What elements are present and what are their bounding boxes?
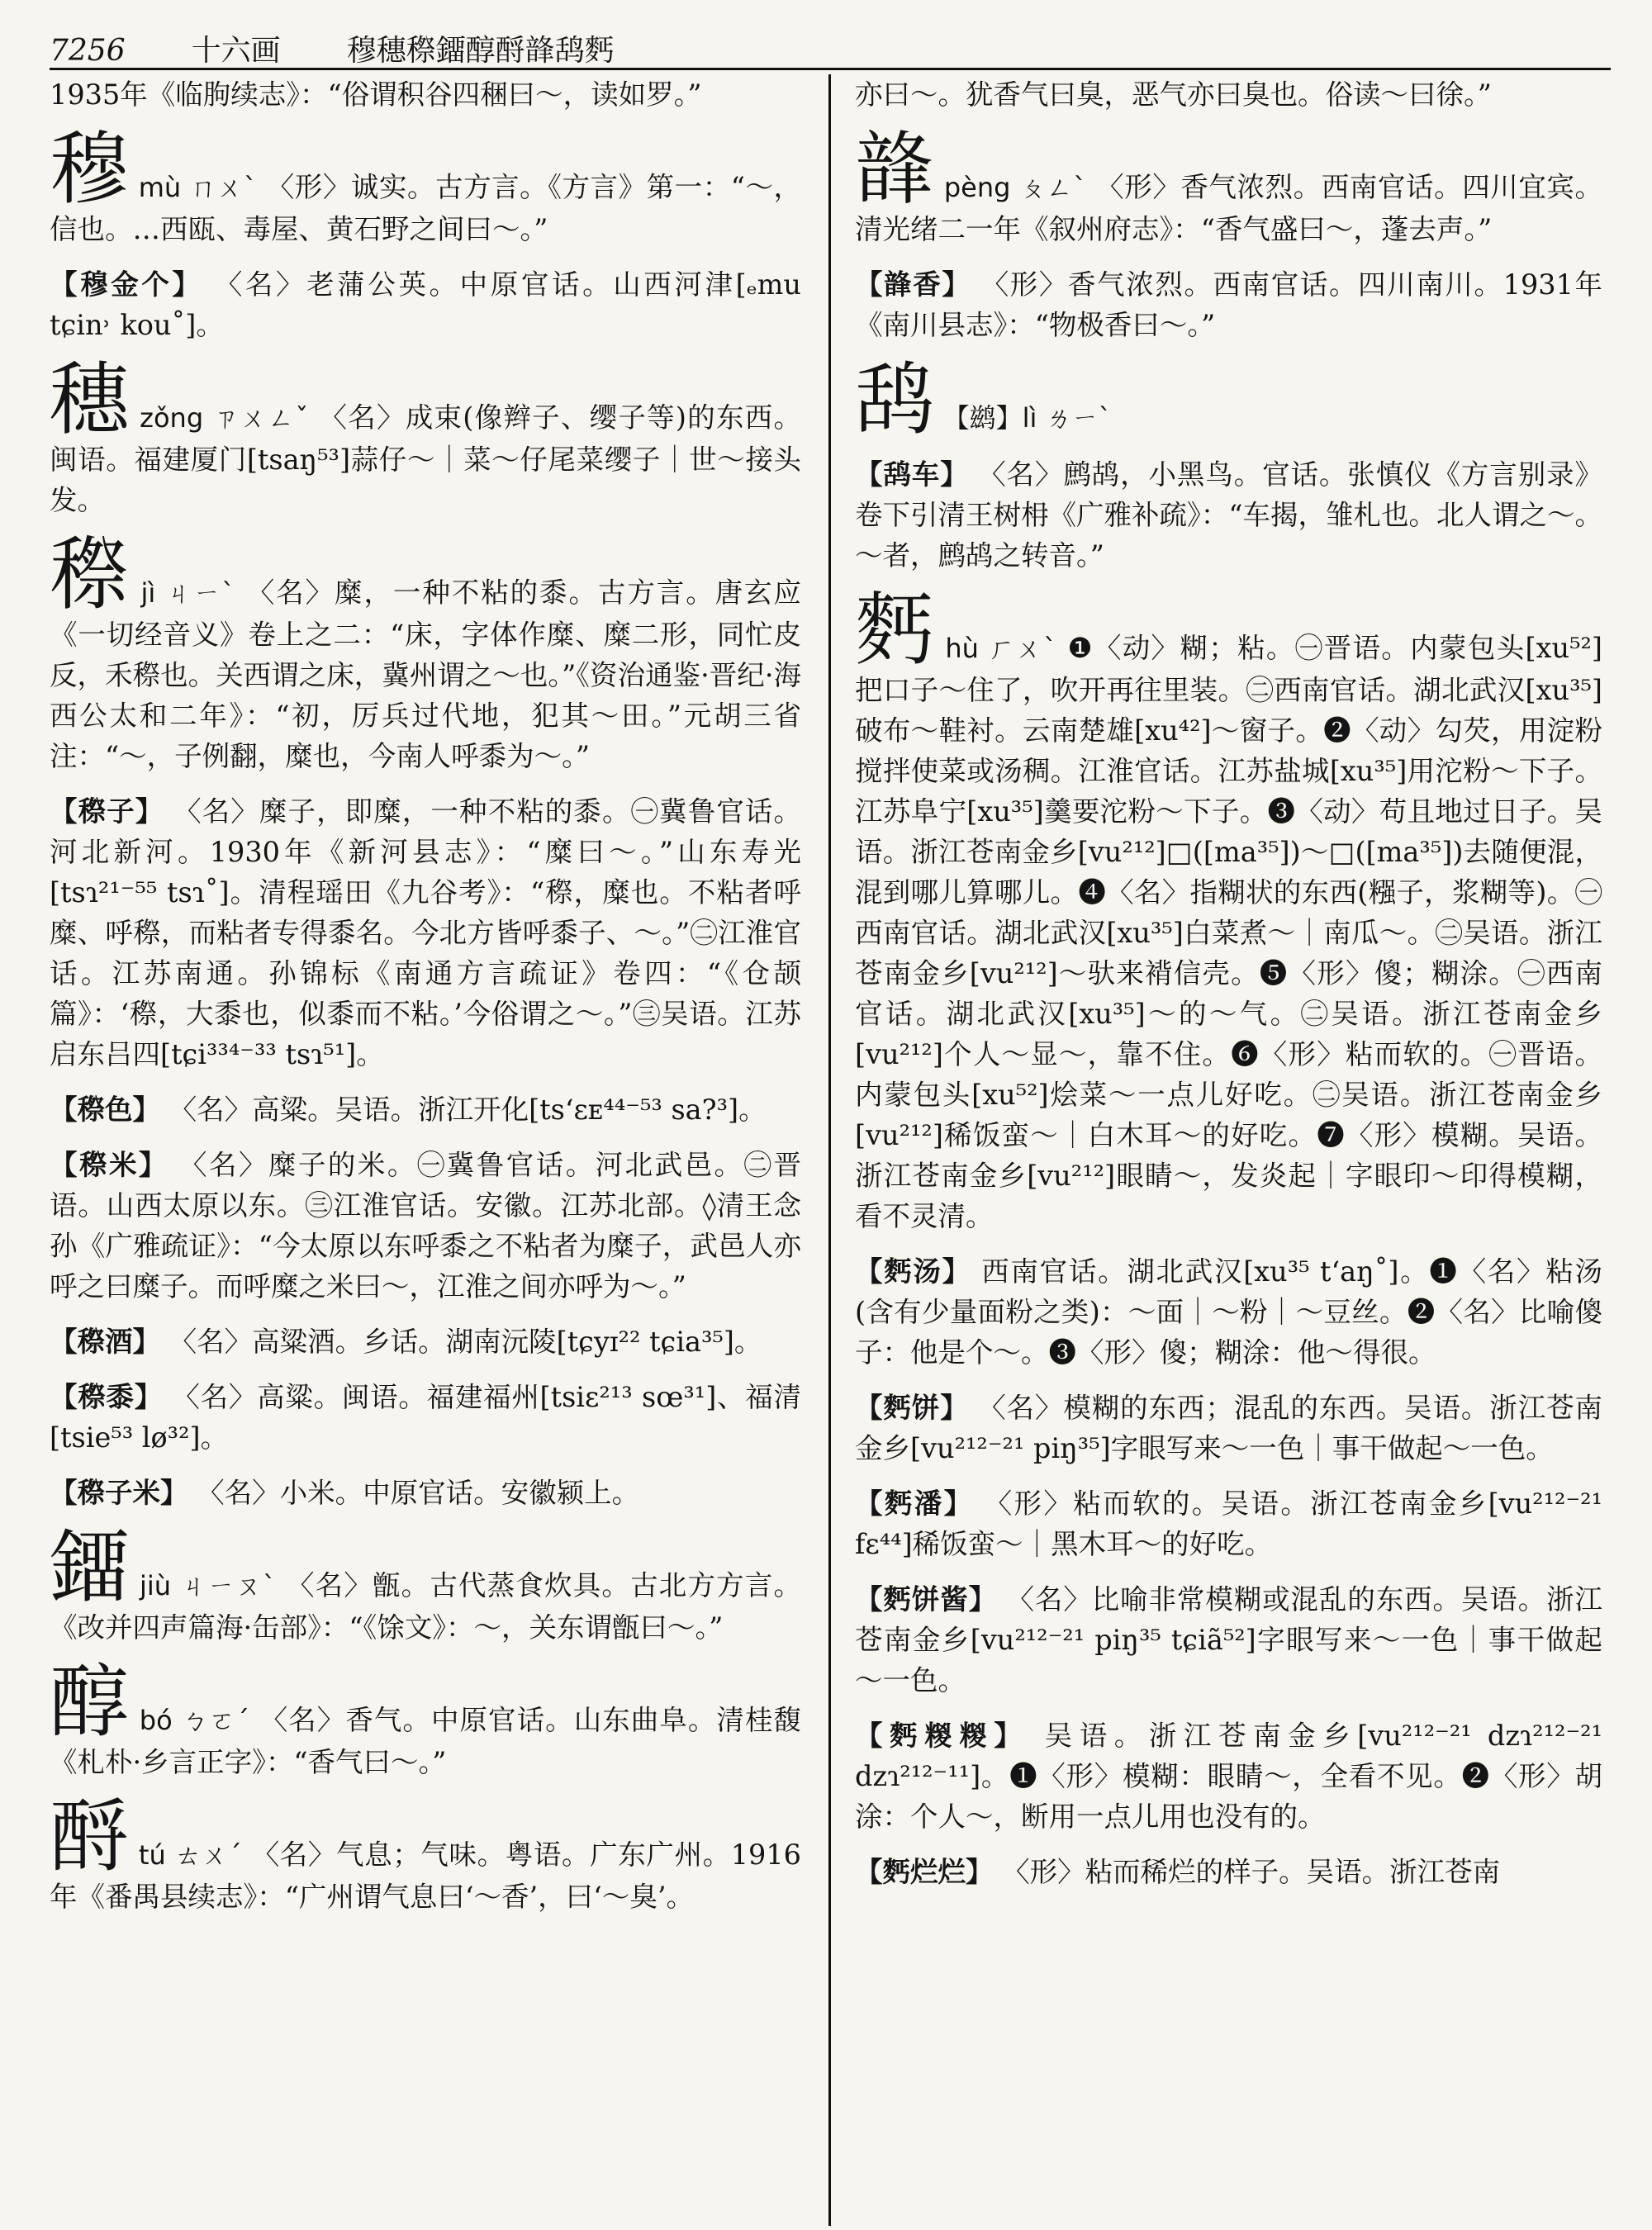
subentry-ji-shu [50,1377,801,1458]
subentry-term: 【穄酒】 [50,1326,160,1358]
headword: 鐂 [50,1521,131,1614]
headword-list: 穆穗穄鐂醇酹韸鸹麫 [346,34,615,68]
subentry-term: 【穆金个】 [50,268,203,301]
headword: 麫 [855,584,936,676]
subentry-term: 【麫烂烂】 [855,1856,994,1888]
subentry-hu-bing-jiang [855,1579,1602,1701]
definition: 〈形〉香气浓烈。西南官话。四川南川。1931年《南川县志》：“物极香曰～。” [855,268,1602,341]
entry-ji [50,529,801,776]
subentry-term: 【穄色】 [50,1094,160,1126]
subentry-ji-zi [50,791,801,1075]
headword: 穗 [50,353,131,446]
page-header [50,15,1619,66]
definition: 〈名〉老蒲公英。中原官话。山西河津[ₑmu tɕin˒ kou˚]。 [50,268,802,341]
subentry-term: 【韸香】 [855,268,971,301]
subentry-term: 【麫潘】 [855,1487,974,1520]
definition: 〈名〉气息；气味。粤语。广东广州。1916年《番禺县续志》：“广州谓气息曰‘～香’，曰‘～臭’。 [50,1839,802,1913]
definition: 〈名〉小米。中原官话。安徽颍上。 [197,1477,640,1509]
page-number: 7256 [50,34,126,68]
definition: 〈名〉鹧鸪，小黑鸟。官话。张慎仪《方言别录》卷下引清王树枏《广雅补疏》：“车揭，雏札也。北人谓之～。～者，鹧鸪之转音。” [855,458,1602,572]
definition: 〈形〉粘而稀烂的样子。吴语。浙江苍南 [1002,1856,1501,1888]
subentry-peng-xiang [855,264,1602,345]
headword: 穆 [50,123,130,216]
entry-continuation: 亦曰～。犹香气曰臭，恶气亦曰臭也。俗读～曰徐。” [855,78,1492,111]
headword: 鸹 [855,353,934,446]
pronunciation: tú ㄊㄨˊ [138,1839,243,1871]
subentry-term: 【穄子】 [50,795,164,828]
definition: 吴语。浙江苍南金乡[vu²¹²⁻²¹ dzɿ²¹²⁻²¹ dzɿ²¹²⁻¹¹]。❶〈形〉模糊：眼睛～，全看不见。❷〈形〉胡涂：个人～，断用一点儿用也没有的。 [855,1720,1603,1833]
definition: 〈形〉香气浓烈。西南官话。四川宜宾。清光绪二一年《叙州府志》：“香气盛曰～，蓬去声。” [855,171,1603,245]
definition: 〈名〉高粱。吴语。浙江开化[tsʻɛᴇ⁴⁴⁻⁵³ sa?³]。 [169,1094,767,1126]
subentry-term: 【穄黍】 [50,1381,163,1413]
pronunciation: zǒng ㄗㄨㄥˇ [140,402,310,434]
entry-mu [50,123,801,249]
definition: 〈形〉粘而软的。吴语。浙江苍南金乡[vu²¹²⁻²¹ fɛ⁴⁴]稀饭蛮～｜黑木耳～的好吃。 [855,1487,1603,1560]
entry-hu [855,584,1603,1236]
definition: 〈名〉成束(像辫子、缨子等)的东西。闽语。福建厦门[tsaŋ⁵³]蒜仔～｜菜～仔尾菜缨子｜世～接头发。 [50,401,801,516]
definition: 〈名〉高粱。闽语。福建福州[tsiɛ²¹³ sœ³¹]、福清[tsie⁵³ lø³²]。 [50,1381,802,1454]
subentry-term: 【鸹车】 [855,458,969,491]
left-column [50,74,801,1932]
column-divider [828,74,831,2226]
subentry-mu-jin-ge [50,264,801,345]
pronunciation: hù ㄏㄨˋ [945,633,1058,664]
subentry-hu-lan-lan [855,1852,1602,1892]
definition: 〈名〉模糊的东西；混乱的东西。吴语。浙江苍南金乡[vu²¹²⁻²¹ piŋ³⁵]字眼写来～一色｜事干做起～一色。 [855,1392,1602,1464]
subentry-hu-bing [855,1388,1602,1468]
subentry-ji-jiu [50,1321,801,1362]
subentry-term: 【麫糉糉】 [855,1720,1029,1752]
subentry-hu-zong-zong [855,1715,1602,1837]
right-column [855,74,1602,1907]
subentry-li-che [855,454,1602,576]
pronunciation: pèng ㄆㄥˋ [943,172,1087,203]
subentry-hu-pan [855,1483,1602,1564]
entry-continuation: 1935年《临朐续志》：“俗谓积谷四稇曰～，读如罗。” [50,78,702,111]
subentry-term: 【穄子米】 [50,1477,188,1509]
header-rule [50,68,1611,70]
entry-zong [50,353,801,520]
pronunciation: jì ㄐㄧˋ [140,577,237,609]
subentry-ji-zi-mi [50,1473,801,1513]
definition: 〈名〉糜子，即糜，一种不粘的黍。㊀冀鲁官话。河北新河。1930年《新河县志》：“糜曰～。”山东寿光[tsɿ²¹⁻⁵⁵ tsɿ˚]。清程瑶田《九谷考》：“穄，糜也。不粘者呼糜、呼穄，而粘者专得黍名。今北方皆呼黍子、～。”㊁江淮官话。江苏南通。孙锦标《南通方言疏证》卷四：“《仓颉篇》：‘穄，大黍也，似黍而不粘。’今俗谓之～。”㊂吴语。江苏启东吕四[tɕi³³⁴⁻³³ tsɿ⁵¹]。 [50,795,802,1070]
definition: 西南官话。湖北武汉[xu³⁵ tʻaŋ˚]。❶〈名〉粘汤(含有少量面粉之类)：～面｜～粉｜～豆丝。❷〈名〉比喻傻子：他是个～。❸〈形〉傻；糊涂：他～得很。 [855,1255,1602,1369]
definition: 〈名〉香气。中原官话。山东曲阜。清桂馥《札朴·乡言正字》：“香气曰～。” [50,1704,802,1778]
pronunciation: 【鹚】lì ㄌㄧˋ [942,402,1112,434]
subentry-term: 【麫汤】 [855,1255,971,1288]
entry-peng [855,123,1603,249]
stroke-section: 十六画 [191,34,281,68]
definition: 〈名〉糜，一种不粘的黍。古方言。唐玄应《一切经音义》卷上之二：“床，字体作糜、糜二形，同忙皮反，禾穄也。关西谓之床，冀州谓之～也。”《资治通鉴·晋纪·海西公太和二年》：“初，厉兵过代地，犯其～田。”元胡三省注：“～，子例翻，糜也，今南人呼黍为～。” [50,576,801,772]
subentry-hu-tang [855,1251,1602,1373]
subentry-ji-se [50,1089,801,1130]
headword: 韸 [855,123,935,216]
headword: 酹 [50,1791,130,1883]
definition: 〈名〉比喻非常模糊或混乱的东西。吴语。浙江苍南金乡[vu²¹²⁻²¹ piŋ³⁵ tɕiã⁵²]字眼写来～一色｜事干做起～一色。 [855,1583,1603,1696]
entry-jiu [50,1521,801,1648]
definition: ❶〈动〉糊；粘。㊀晋语。内蒙包头[xu⁵²]把口子～住了，吹开再往里装。㊁西南官话。湖北武汉[xu³⁵]破布～鞋衬。云南楚雄[xu⁴²]～窗子。❷〈动〉勾芡，用淀粉搅拌使菜或汤稠。江淮官话。江苏盐城[xu³⁵]用沱粉～下子。江苏阜宁[xu³⁵]羹要沱粉～下子。❸〈动〉苟且地过日子。吴语。浙江苍南金乡[vu²¹²]□([ma³⁵])～□([ma³⁵])去随便混，混到哪儿算哪儿。❹〈名〉指糊状的东西(糨子，浆糊等)。㊀西南官话。湖北武汉[xu³⁵]白菜煮～｜南瓜～。㊁吴语。浙江苍南金乡[vu²¹²]～驮来褙信壳。❺〈形〉傻；糊涂。㊀西南官话。湖北武汉[xu³⁵]～的～气。㊁吴语。浙江苍南金乡[vu²¹²]个人～显～，靠不住。❻〈形〉粘而软的。㊀晋语。内蒙包头[xu⁵²]烩菜～一点儿好吃。㊁吴语。浙江苍南金乡[vu²¹²]稀饭蛮～｜白木耳～的好吃。❼〈形〉模糊。吴语。浙江苍南金乡[vu²¹²]眼睛～，发炎起｜字眼印～印得模糊，看不灵清。 [855,632,1603,1232]
headword: 醇 [50,1656,131,1748]
pronunciation: mù ㄇㄨˋ [138,172,258,203]
entry-tu [50,1791,802,1917]
definition: 〈名〉糜子的米。㊀冀鲁官话。河北武邑。㊁晋语。山西太原以东。㊂江淮官话。安徽。江苏北部。◊清王念孙《广雅疏证》：“今太原以东呼黍之不粘者为糜子，武邑人亦呼之曰糜子。而呼糜之米曰～，江淮之间亦呼为～。” [50,1149,802,1302]
entry-bo [50,1656,802,1782]
pronunciation: bó ㄅㄛˊ [139,1705,250,1736]
definition: 〈名〉甑。古代蒸食炊具。古北方方言。《改并四声篇海·缶部》：“《馀文》：～，关东谓甑曰～。” [50,1569,801,1644]
subentry-term: 【麫饼酱】 [855,1583,997,1616]
entry-li [855,353,1602,446]
headword: 穄 [50,529,131,621]
definition: 〈名〉高粱酒。乡话。湖南沅陵[tɕyɪ²² tɕia³⁵]。 [169,1326,762,1358]
subentry-term: 【穄米】 [50,1149,169,1181]
definition: 〈形〉诚实。古方言。《方言》第一：“～，信也。…西瓯、毒屋、黄石野之间曰～。” [50,171,801,245]
subentry-ji-mi [50,1145,801,1307]
pronunciation: jiù ㄐㄧㄡˋ [140,1570,278,1601]
subentry-term: 【麫饼】 [855,1392,969,1424]
